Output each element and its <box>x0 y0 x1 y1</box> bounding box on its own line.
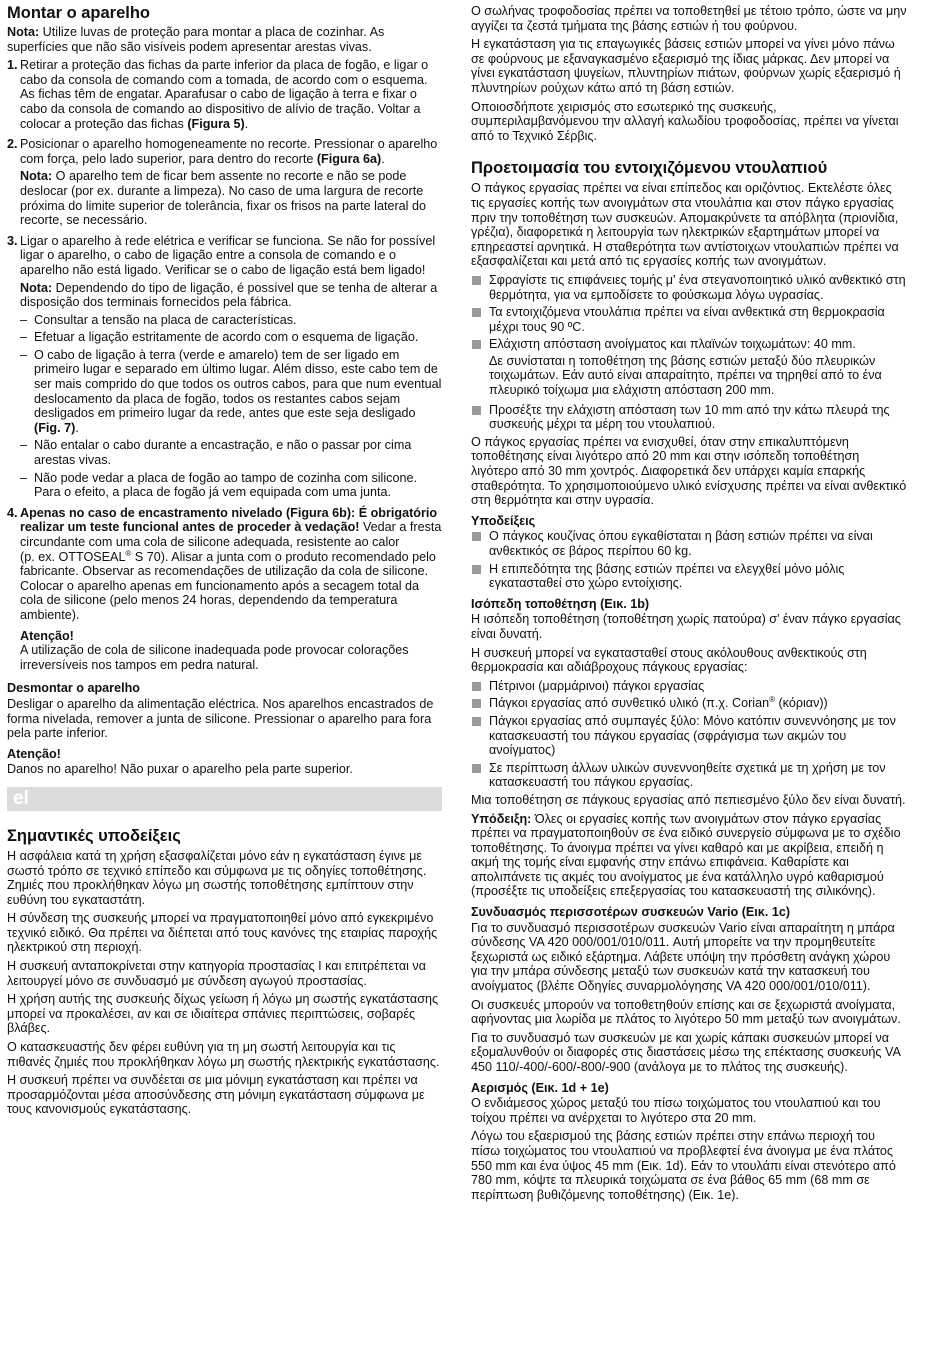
square-bullet-icon <box>472 340 481 349</box>
square-bullet-icon <box>472 532 481 541</box>
list-item: Πάγκοι εργασίας από συνθετικό υλικό (π.χ. Corian® (κόριαν)) <box>471 696 907 711</box>
dash-item: – O cabo de ligação à terra (verde e amarelo) tem de ser ligado em primeiro lugar e separado em último lugar. Além disso, este cabo tem de ser mais comprido do que todos os outros cabos, para que num eventual deslocamento da placa de fogão, todos os restantes cabos sejam desligados em primeiro lugar da rede, antes que este seja desligado (Fig. 7). <box>20 347 442 435</box>
right-column: Ο σωλήνας τροφοδοσίας πρέπει να τοποθετηθεί με τέτοιο τρόπο, ώστε να μην αγγίζει τα ζεστά τμήματα της βάσης εστιών ή του φούρνου. Η εγκατάσταση για τις επαγωγικές βάσεις εστιών μπορεί να γίνει μόνο πάνω σε φούρνους με εξαναγκασμένο εξαερισμό της ίδιας μάρκας. Δεν μπορεί να γίνει εγκατάσταση ψυγείων, πλυντηρίων πιάτων, φούρνων χωρίς εξαερισμό ή πλυντηρίων ρούχων κάτω από τη βάση εστιών. Οποιοσδήποτε χειρισμός στο εσωτερικό της συσκευής, συμπεριλαμβανόμενου την αλλαγή καλωδίου τροφοδοσίας, πρέπει να γίνεται από το Τεχνικό Σέρβις. Προετοιμασία του εντοιχιζόμενου ντουλαπιού Ο πάγκος εργασίας πρέπει να είναι επίπεδος και οριζόντιος. Εκτελέστε όλες τις εργασίες κοπής των ανοιγμάτων στα ντουλάπια και στον πάγκο εργασίας πριν την τοποθέτηση των συσκευών. Απομακρύνετε τα απόβλητα (πριονίδια, γρέζια), διαφορετικά η λειτουργία των ηλεκτρικών εξαρτημάτων μπορεί να επηρεαστεί αρνητικά. Η σταθερότητα των αντίστοιχων ντουλαπιών πρέπει να εξασφαλίζεται και μετά από τις εργασίες κοπής των ανοιγμάτων. Σφραγίστε τις επιφάνειες τομής μ’ ένα στεγανοποιητικό υλικό ανθεκτικό στη θερμότητα, για να εμποδίσετε το φούσκωμα λόγω υγρασίας. Τα εντοιχιζόμενα ντουλάπια πρέπει να είναι ανθεκτικά στη θερμοκρασία μέχρι τους 90 ºC. Ελάχιστη απόσταση ανοίγματος και πλαϊνών τοιχωμάτων: 40 mm. Δε συνίσταται η τοποθέτηση της βάσης εστιών μεταξύ δύο πλευρικών τοιχωμάτων. Εάν αυτό είναι απαραίτητο, πρέπει να τηρηθεί από το ένα πλευρικό τοίχωμα μια ελάχιστη απόσταση 200 mm. Προσέξτε την ελάχιστη απόσταση των 10 mm από την κάτω πλευρά της συσκευής μέχρι τα μέρη του ντουλαπιού. Ο πάγκος εργασίας πρέπει να ενισχυθεί, όταν στην επικαλυπτόμενη τοποθέτησης είναι λιγότερο από 20 mm και στην ισόπεδη τοποθέτηση λιγότερο από 30 mm χοντρός. Διαφορετικά δεν υπάρχει καμία επαρκής σταθερότητα. Το χρησιμοποιούμενο υλικό ενίσχυσης πρέπει να είναι ανθεκτικό στη θερμότητα και στην υγρασία. Υποδείξεις Ο πάγκος κουζίνας όπου εγκαθίσταται η βάση εστιών πρέπει να είναι ανθεκτικός σε βάρος περίπου 60 kg. Η επιπεδότητα της βάσης εστιών πρέπει να ελεγχθεί μόνο μόλις εγκατασταθεί στο χώρο εντοίχισης. Ισόπεδη τοποθέτηση (Εικ. 1b) Η ισόπεδη τοποθέτηση (τοποθέτηση χωρίς πατούρα) σ’ έναν πάγκο εργασίας είναι δυνατή. Η συσκευή μπορεί να εγκατασταθεί στους ακόλουθους ανθεκτικούς στη θερμοκρασία και αδιάβροχους πάγκους εργασίας: Πέτρινοι (μαρμάρινοι) πάγκοι εργασίας Πάγκοι εργασίας από συνθετικό υλικό (π.χ. Corian® (κόριαν)) Πάγκοι εργασίας από συμπαγές ξύλο: Μόνο κατόπιν συνεννόησης με τον κατασκευαστή του πάγκου εργασίας (σφράγισμα των ακμών του ανοίγματος) Σε περίπτωση άλλων υλικών συνεννοηθείτε σχετικά με τη χρήση με τον κατασκευαστή του πάγκου εργασίας. Μια τοποθέτηση σε πάγκους εργασίας από πεπιεσμένο ξύλο δεν είναι δυνατή. Υπόδειξη: Όλες οι εργασίες κοπής των ανοιγμάτων στον πάγκο εργασίας πρέπει να πραγματοποιηθούν σε ένα ειδικό συνεργείο σύμφωνα με το σχέδιο τοποθέτησης. Το άνοιγμα πρέπει να γίνει καθαρό και με ακρίβεια, επειδή η ακμή της τομής είναι εμφανής στην επάνω επιφάνεια. Καθαρίστε και απολιπάνετε τις ακμές του ανοίγματος με ένα κατάλληλο υγρό καθαρισμού (προσέξτε τις υποδείξεις επεξεργασίας του κατασκευαστή της σιλικόνης). Συνδυασμός περισσοτέρων συσκευών Vario (Εικ. 1c) Για το συνδυασμό περισσοτέρων συσκευών Vario είναι απαραίτητη η μπάρα σύνδεσης VA 420 000/001/010/011. Αυτή μπορείτε να την προμηθευτείτε ξεχωριστά ως ειδικό εξάρτημα. Λάβετε υπόψη την πρόσθετη ανάγκη χώρου για την μπάρα σύνδεσης μεταξύ των συσκευών κατά την κατασκευή του ανοίγματος (βλέπε Οδηγίες συναρμολόγησης VA 420 000/001/010/011). Οι συσκευές μπορούν να τοποθετηθούν επίσης και σε ξεχωριστά ανοίγματα, αφήνοντας μια λωρίδα με πλάτος το λιγότερο 50 mm μεταξύ των ανοιγμάτων. Για το συνδυασμό των συσκευών με και χωρίς κάπακι συσκευών μπορεί να εξομαλυνθούν οι διαφορές στις διαστάσεις μέσω της επέκτασης συσκευής VA 450 110/-400/-600/-800/-900 (ανάλογα με το πλάτος της συσκευής). Αερισμός (Εικ. 1d + 1e) Ο ενδιάμεσος χώρος μεταξύ του πίσω τοιχώματος του ντουλαπιού και του τοίχου πρέπει να ανέρχεται το λιγότερο στα 20 mm. Λόγω του εξαερισμού της βάσης εστιών πρέπει στην επάνω περιοχή του πίσω τοιχώματος του ντουλαπιού να προβλεφτεί ένα άνοιγμα με ένα πλάτος 550 mm και ένα ύψος 45 mm (Εικ. 1d). Εάν το ντουλάπι είναι στενότερο από 780 mm, κόψτε τα πλευρικά τοιχώματα σε ένα βάθος 65 mm (68 mm σε περίπτωση βυθιζόμενης τοποθέτησης) (Εικ. 1e). <box>471 4 907 1202</box>
flush-title: Ισόπεδη τοποθέτηση (Εικ. 1b) <box>471 596 650 611</box>
step-4: 4. Apenas no caso de encastramento nivelado (Figura 6b): É obrigatório realizar um teste funcional antes de proceder à vedação! Vedar a fresta circundante com uma cola de silicone adequada, resistente ao calor (p. ex. OTTOSEAL® S 70). Alisar a junta com o produto recomendado pelo fabricante. Observar as recomendações de utilização da cola de silicone. Colocar o aparelho apenas em funcionamento após a secagem total da cola de silicone (pelo menos 24 horas, dependendo da temperatura ambiente). Atenção! A utilização de cola de silicone inadequada pode provocar colorações irreversíveis nos tampos em pedra natural. <box>7 505 442 672</box>
step-2-note: Nota: O aparelho tem de ficar bem assente no recorte e não se pode deslocar (por ex. durante a limpeza). No caso de uma largura de recorte próxima do limite superior de tolerância, fixar os frisos na parte lateral do recorte, se necessário. <box>20 169 426 228</box>
list-item: Η επιπεδότητα της βάσης εστιών πρέπει να ελεγχθεί μόνο μόλις εγκατασταθεί στο χώρο εντοίχισης. <box>471 562 907 591</box>
square-bullet-icon <box>472 565 481 574</box>
list-item: Προσέξτε την ελάχιστη απόσταση των 10 mm από την κάτω πλευρά της συσκευής μέχρι τα μέρη του ντουλαπιού. <box>471 403 907 432</box>
dismount-title: Desmontar o aparelho <box>7 681 140 696</box>
section-title-mount: Montar o aparelho <box>7 4 151 22</box>
step-1: 1. Retirar a proteção das fichas da parte inferior da placa de fogão, e ligar o cabo da consola de comando com a tomada, de acordo com o esquema. As fichas têm de engatar. Aparafusar o cabo de ligação à terra e fixar o cabo da consola de comando ao dispositivo de alívio de tração. Voltar a colocar a proteção das fichas (Figura 5). <box>7 58 429 131</box>
hints-title: Υποδείξεις <box>471 513 536 528</box>
step-3: 3. Ligar o aparelho à rede elétrica e verificar se funciona. Se não for possível ligar o aparelho, o cabo de ligação entre a consola de comando e o aparelho não está ligado. Verificar se o cabo de ligação está bem ligado! Nota: Dependendo do tipo de ligação, é possível que se tenha de alterar a disposição dos terminais fornecidos pela fábrica. – Consultar a tensão na placa de características. – Efetuar a ligação estritamente de acordo com o esquema de ligação. – O cabo de ligação à terra (verde e amarelo) tem de ser ligado em primeiro lugar e separado em último lugar. Além disso, este cabo tem de ser mais comprido do que todos os outros cabos, para que num eventual deslocamento da placa de fogão, todos os restantes cabos sejam desligados em primeiro lugar da rede, antes que este seja desligado (Fig. 7). – Não entalar o cabo durante a encastração, e não o passar por cima arestas vivas. – Não pode vedar a placa de fogão ao tampo de cozinha com silicone. Para o efeito, a placa de fogão já vem equipada com uma junta. <box>7 233 442 500</box>
square-bullet-icon <box>472 276 481 285</box>
list-item: Ελάχιστη απόσταση ανοίγματος και πλαϊνών τοιχωμάτων: 40 mm. Δε συνίσταται η τοποθέτηση της βάσης εστιών μεταξύ δύο πλευρικών τοιχωμάτων. Εάν αυτό είναι απαραίτητο, πρέπει να τηρηθεί από το ένα πλευρικό τοίχωμα μια ελάχιστη απόσταση 200 mm. <box>471 337 907 399</box>
left-column: Montar o aparelho Nota: Utilize luvas de proteção para montar a placa de cozinhar. As superfícies que não são visíveis podem apresentar arestas vivas. 1. Retirar a proteção das fichas da parte inferior da placa de fogão, e ligar o cabo da consola de comando com a tomada, de acordo com o esquema. As fichas têm de engatar. Aparafusar o cabo de ligação à terra e fixar o cabo da consola de comando ao dispositivo de alívio de tração. Voltar a colocar a proteção das fichas (Figura 5). 2. Posicionar o aparelho homogeneamente no recorte. Pressionar o aparelho com força, pelo lado superior, para dentro do recorte (Figura 6a). Nota: O aparelho tem de ficar bem assente no recorte e não se pode deslocar (por ex. durante a limpeza). No caso de uma largura de recorte próxima do limite superior de tolerância, fixar os frisos na parte lateral do recorte, se necessário. 3. Ligar o aparelho à rede elétrica e verificar se funciona. Se não for possível ligar o aparelho, o cabo de ligação entre a consola de comando e o aparelho não está ligado. Verificar se o cabo de ligação está bem ligado! Nota: Dependendo do tipo de ligação, é possível que se tenha de alterar a disposição dos terminais fornecidos pela fábrica. – Consultar a tensão na placa de características. – Efetuar a ligação estritamente de acordo com o esquema de ligação. – O cabo de ligação à terra (verde e amarelo) tem de ser ligado em primeiro lugar e separado em último lugar. Além disso, este cabo tem de ser mais comprido do que todos os outros cabos, para que num eventual deslocamento da placa de fogão, todos os restantes cabos sejam desligados em primeiro lugar da rede, antes que este seja desligado (Fig. 7). – Não entalar o cabo durante a encastração, e não o passar por cima arestas vivas. – Não pode vedar a placa de fogão ao tampo de cozinha com silicone. Para o efeito, a placa de fogão já vem equipada com uma junta. 4. Apenas no caso de encastramento nivelado (Figura 6b): É obrigatório realizar um teste funcional antes de proceder à vedação! Vedar a fresta circundante com uma cola de silicone adequada, resistente ao calor (p. ex. OTTOSEAL® S 70). Alisar a junta com o produto recomendado pelo fabricante. Observar as recomendações de utilização da cola de silicone. Colocar o aparelho apenas em funcionamento após a secagem total da cola de silicone (pelo menos 24 horas, dependendo da temperatura ambiente). Atenção! A utilização de cola de silicone inadequada pode provocar colorações irreversíveis nos tampos em pedra natural. Desmontar o aparelho Desligar o aparelho da alimentação eléctrica. Nos aparelhos encastrados de forma nivelada, remover a junta de silicone. Pressionar o aparelho para fora pela parte inferior. Atenção! Danos no aparelho! Não puxar o aparelho pela parte superior. el Σημαντικές υποδείξεις Η ασφάλεια κατά τη χρήση εξασφαλίζεται μόνο εάν η εγκατάσταση έγινε με σωστό τρόπο σε τεχνικό επίπεδο και σύμφωνα με τις οδηγίες τοποθέτησης. Ζημιές που προκλήθηκαν λόγω μη σωστής τοποθέτησης εμπίπτουν στην ευθύνη του εγκαταστάτη. Η σύνδεση της συσκευής μπορεί να πραγματοποιηθεί μόνο από εγκεκριμένο τεχνικό ειδικό. Θα πρέπει να διέπεται από τους κανόνες της εταιρίας παροχής ηλεκτρικού στη περιοχή. Η συσκευή ανταποκρίνεται στην κατηγορία προστασίας I και επιτρέπεται να λειτουργεί μόνο σε συνδυασμό με σύνδεση αγωγού προστασίας. Η χρήση αυτής της συσκευής δίχως γείωση ή λόγω μη σωστής εγκατάστασης μπορεί να προκαλέσει, αν και σε ιδιαίτερα σπάνιες περιπτώσεις, σοβαρές βλάβες. Ο κατασκευαστής δεν φέρει ευθύνη για τη μη σωστή λειτουργία και τις πιθανές ζημιές που προκλήθηκαν λόγω μη σωστής ηλεκτρικής εγκατάστασης. Η συσκευή πρέπει να συνδέεται σε μια μόνιμη εγκατάσταση και πρέπει να προσαρμόζονται μέσα αποσύνδεσης στη μόνιμη εγκατάσταση σύμφωνα με τους κανονισμούς εγκατάστασης. <box>7 4 442 1117</box>
attention-label: Atenção! <box>20 628 74 643</box>
list-item: Σε περίπτωση άλλων υλικών συνεννοηθείτε σχετικά με τη χρήση με τον κατασκευαστή του πάγκου εργασίας. <box>471 761 907 790</box>
list-item: Πέτρινοι (μαρμάρινοι) πάγκοι εργασίας <box>471 679 907 694</box>
vario-title: Συνδυασμός περισσοτέρων συσκευών Vario (Εικ. 1c) <box>471 905 791 920</box>
intro-note: Nota: Utilize luvas de proteção para montar a placa de cozinhar. As superfícies que não são visíveis podem apresentar arestas vivas. <box>7 25 385 54</box>
dash-item: – Não pode vedar a placa de fogão ao tampo de cozinha com silicone. Para o efeito, a placa de fogão já vem equipada com uma junta. <box>20 470 417 500</box>
square-bullet-icon <box>472 406 481 415</box>
square-bullet-icon <box>472 308 481 317</box>
language-bar <box>7 787 442 811</box>
list-item: Πάγκοι εργασίας από συμπαγές ξύλο: Μόνο κατόπιν συνεννόησης με τον κατασκευαστή του πάγκου εργασίας (σφράγισμα των ακμών του ανοίγματος) <box>471 714 907 758</box>
list-item: Ο πάγκος κουζίνας όπου εγκαθίσταται η βάση εστιών πρέπει να είναι ανθεκτικός σε βάρος περίπου 60 kg. <box>471 529 907 558</box>
list-item: Τα εντοιχιζόμενα ντουλάπια πρέπει να είναι ανθεκτικά στη θερμοκρασία μέχρι τους 90 ºC. <box>471 305 907 334</box>
section-title-important: Σημαντικές υποδείξεις <box>7 826 181 845</box>
dash-item: – Não entalar o cabo durante a encastração, e não o passar por cima arestas vivas. <box>20 438 412 468</box>
step-2: 2. Posicionar o aparelho homogeneamente no recorte. Pressionar o aparelho com força, pelo lado superior, para dentro do recorte (Figura 6a). Nota: O aparelho tem de ficar bem assente no recorte e não se pode deslocar (por ex. durante a limpeza). No caso de uma largura de recorte próxima do limite superior de tolerância, fixar os frisos na parte lateral do recorte, se necessário. <box>7 137 442 231</box>
dash-item: – Consultar a tensão na placa de características. <box>20 312 297 327</box>
square-bullet-icon <box>472 717 481 726</box>
square-bullet-icon <box>472 699 481 708</box>
square-bullet-icon <box>472 682 481 691</box>
ventilation-title: Αερισμός (Εικ. 1d + 1e) <box>471 1080 609 1095</box>
section-title-cabinet: Προετοιμασία του εντοιχιζόμενου ντουλαπιού <box>471 159 828 178</box>
attention-label: Atenção! <box>7 746 61 761</box>
step-3-note: Nota: Dependendo do tipo de ligação, é possível que se tenha de alterar a disposição dos terminais fornecidos pela fábrica. <box>20 280 438 310</box>
dash-item: – Efetuar a ligação estritamente de acordo com o esquema de ligação. <box>20 330 419 345</box>
language-code: el <box>13 787 29 809</box>
list-item: Σφραγίστε τις επιφάνειες τομής μ’ ένα στεγανοποιητικό υλικό ανθεκτικό στη θερμότητα, για να εμποδίσετε το φούσκωμα λόγω υγρασίας. <box>471 273 907 302</box>
square-bullet-icon <box>472 764 481 773</box>
